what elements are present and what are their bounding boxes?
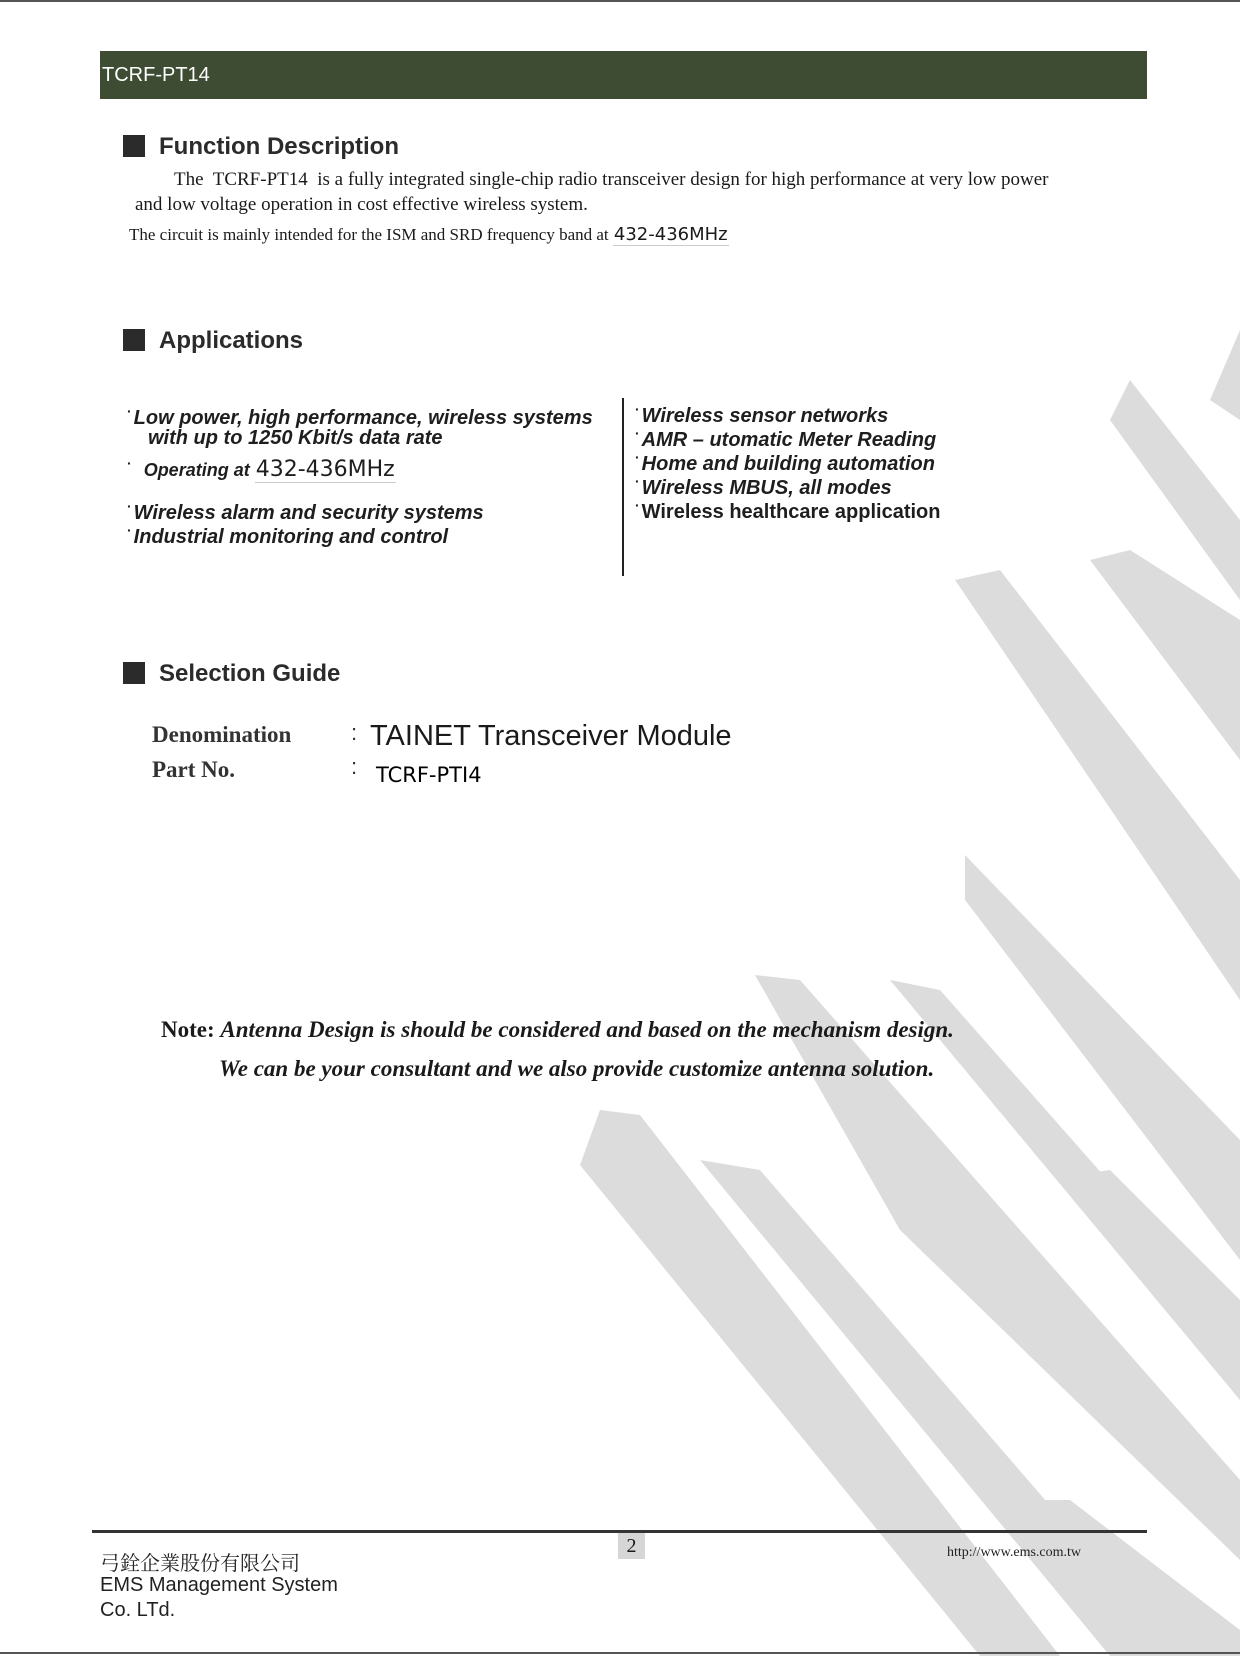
section-square-icon [123, 329, 145, 351]
applications-divider [622, 398, 624, 576]
application-item-continuation: with up to 1250 Kbit/s data rate [148, 427, 443, 449]
note-line-1: Note: Antenna Design is should be considered and based on the mechanism design. [161, 1017, 954, 1042]
application-item: · Wireless alarm and security systems [127, 498, 484, 524]
applications-heading: Applications [123, 327, 303, 355]
application-item: · Wireless sensor networks [635, 401, 889, 427]
part-number-label: Part No. [152, 757, 236, 782]
application-item: · Wireless MBUS, all modes [635, 473, 892, 499]
section-square-icon [123, 135, 145, 157]
function-description-line-2: and low voltage operation in cost effective wireless system. [135, 194, 588, 215]
denomination-value: TAINET Transceiver Module [370, 720, 732, 752]
application-item: · Wireless healthcare application [635, 497, 941, 523]
function-description-line-1: The TCRF-PT14 is a fully integrated single-chip radio transceiver design for high performance at very low power [174, 169, 1049, 190]
selection-guide-heading: Selection Guide [123, 660, 340, 688]
function-description-heading: Function Description [123, 133, 399, 161]
application-item: · AMR – utomatic Meter Reading [635, 425, 937, 451]
header-title: TCRF-PT14 [102, 64, 210, 86]
application-item: · Home and building automation [635, 449, 935, 475]
section-square-icon [123, 662, 145, 684]
page-number: 2 [618, 1533, 645, 1559]
website-url[interactable]: http://www.ems.com.tw [947, 1545, 1082, 1560]
frequency-value: 432-436MHz [255, 457, 395, 482]
application-item: · Operating at 432-436MHz [127, 455, 395, 482]
note-label: Note: [161, 1017, 215, 1042]
frequency-value: 432-436MHz [613, 224, 728, 245]
denomination-colon: : [351, 720, 358, 745]
function-description-line-3: The circuit is mainly intended for the ISM and SRD frequency band at 432-436MHz [129, 224, 728, 245]
denomination-label: Denomination [152, 722, 292, 747]
company-name-english: EMS Management System [100, 1574, 338, 1596]
application-item: · Low power, high performance, wireless systems [127, 403, 593, 429]
company-name-suffix: Co. LTd. [100, 1599, 176, 1621]
part-number-colon: : [351, 754, 358, 779]
document-header-bar [100, 51, 1147, 99]
application-item: · Industrial monitoring and control [127, 522, 449, 548]
note-line-2: We can be your consultant and we also provide customize antenna solution. [219, 1056, 935, 1081]
company-name-chinese: 弓銓企業股份有限公司 [100, 1553, 300, 1575]
part-number-value: TCRF-PTI4 [376, 763, 482, 787]
